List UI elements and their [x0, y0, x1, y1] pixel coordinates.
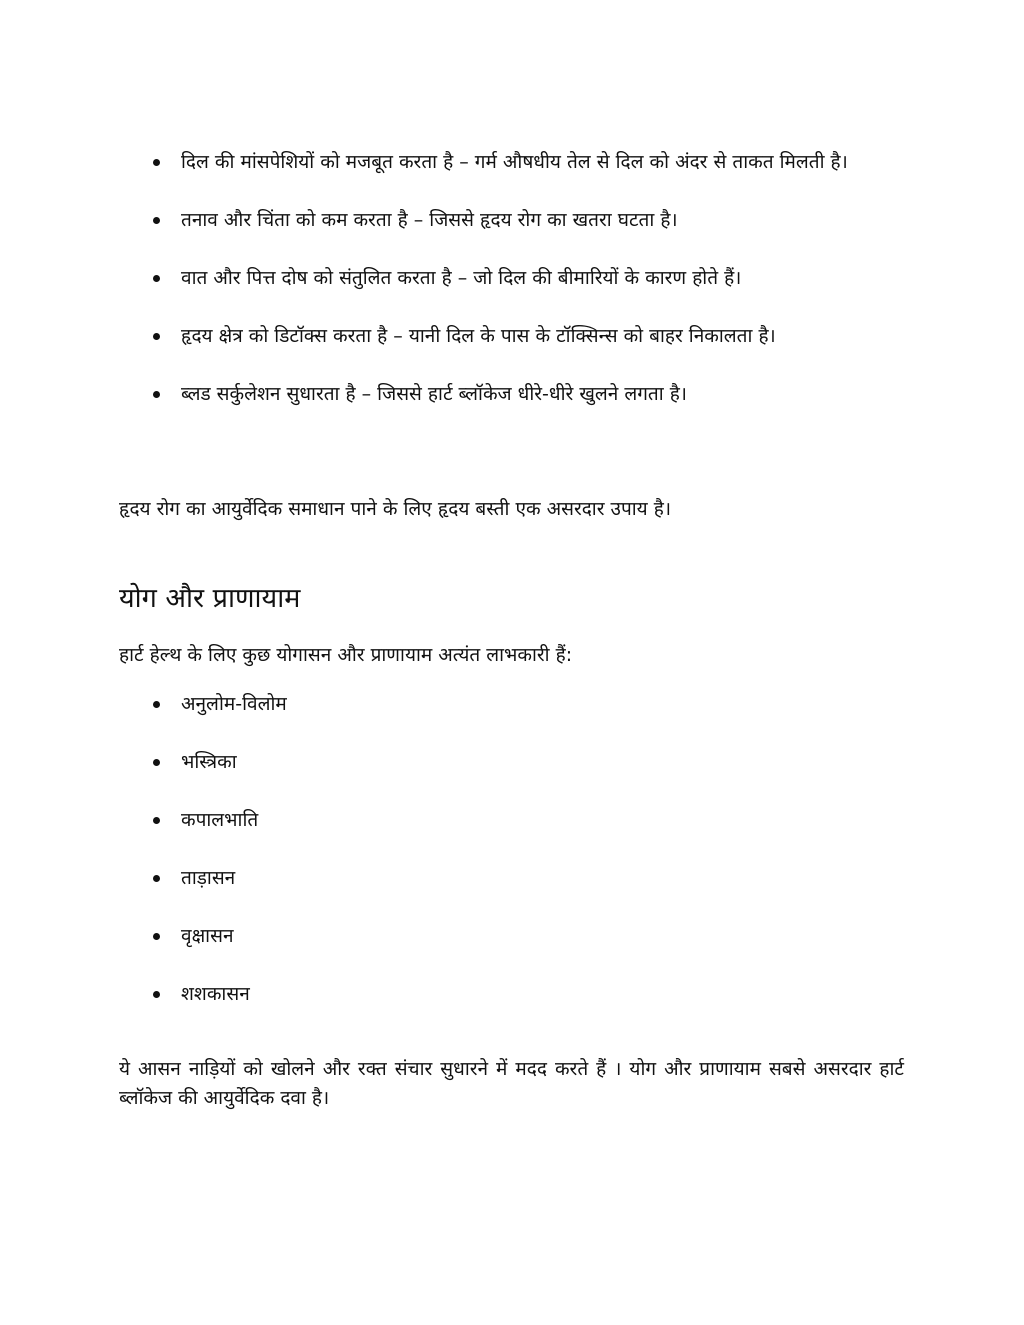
list-item: वृक्षासन: [150, 922, 910, 951]
list-item: ताड़ासन: [150, 864, 910, 893]
list-item: हृदय क्षेत्र को डिटॉक्स करता है – यानी दिल के पास के टॉक्सिन्स को बाहर निकालता है।: [150, 322, 910, 351]
list-item: दिल की मांसपेशियों को मजबूत करता है – गर्म औषधीय तेल से दिल को अंदर से ताकत मिलती है।: [150, 148, 910, 177]
list-item: अनुलोम-विलोम: [150, 690, 910, 719]
intro-paragraph: हार्ट हेल्थ के लिए कुछ योगासन और प्राणायाम अत्यंत लाभकारी हैं:: [119, 644, 573, 666]
section-heading: योग और प्राणायाम: [119, 583, 301, 614]
closing-paragraph: ये आसन नाड़ियों को खोलने और रक्त संचार सुधारने में मदद करते हैं । योग और प्राणायाम सबसे असरदार हार्ट ब्लॉकेज की आयुर्वेदिक दवा है।: [119, 1058, 904, 1109]
yoga-list: [150, 690, 910, 1038]
list-item: तनाव और चिंता को कम करता है – जिससे हृदय रोग का खतरा घटता है।: [150, 206, 910, 235]
list-item: शशकासन: [150, 980, 910, 1009]
conclusion-paragraph: हृदय रोग का आयुर्वेदिक समाधान पाने के लिए हृदय बस्ती एक असरदार उपाय है।: [119, 498, 672, 520]
list-item: कपालभाति: [150, 806, 910, 835]
benefits-list: [150, 148, 910, 438]
list-item: भस्त्रिका: [150, 748, 910, 777]
list-item: वात और पित्त दोष को संतुलित करता है – जो दिल की बीमारियों के कारण होते हैं।: [150, 264, 910, 293]
list-item: ब्लड सर्कुलेशन सुधारता है – जिससे हार्ट ब्लॉकेज धीरे-धीरे खुलने लगता है।: [150, 380, 910, 409]
